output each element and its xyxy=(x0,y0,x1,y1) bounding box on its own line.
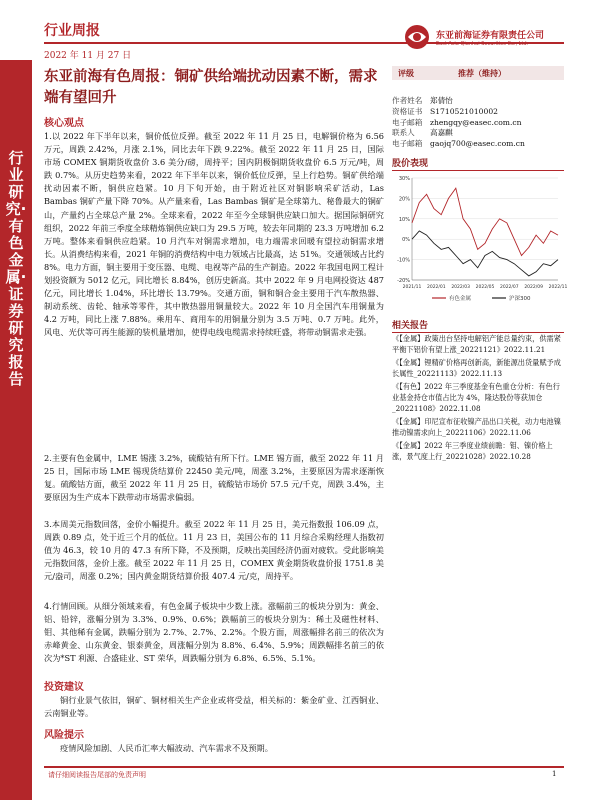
related-reports xyxy=(392,334,564,466)
footer-disclaimer: 请仔细阅读报告尾部的免责声明 xyxy=(48,771,146,779)
x-tick-label: 2022/11 xyxy=(548,285,568,290)
legend-label: 沪深300 xyxy=(509,296,531,302)
logo-icon xyxy=(402,24,432,50)
analyst-row: 资格证书 S1710521010002 xyxy=(392,106,499,116)
report-title: 东亚前海有色周报：铜矿供给端扰动因素不断，需求端有望回升 xyxy=(44,68,378,106)
x-tick-label: 2022/05 xyxy=(475,285,495,290)
x-tick-label: 2022/07 xyxy=(499,285,519,290)
rating-label: 评级 xyxy=(398,67,414,78)
invest-heading: 投资建议 xyxy=(44,682,84,693)
y-tick-label: 20% xyxy=(398,196,410,203)
analyst-row: 电子邮箱 zhengqy@easec.com.cn xyxy=(392,117,522,127)
paragraph-2: 2.主要有色金属中，LME 锡涨 3.2%，硫酸钴有所下行。LME 锡方面，截至 2022 年 11 月 25 日，国际市场 LME 锡现货结算价 22450 美元/吨，周涨 3.2%，主要原因为需求逐渐恢复。硫酸钴方面，截至 2022 年 11 月 25 日，硫酸钴市场价 57.5 元/千克，周跌 3.4%，主要原因为生产成本下跌带动市场需求偏弱。 xyxy=(44,453,384,503)
core-view-heading: 核心观点 xyxy=(44,118,84,129)
related-report-item[interactable]: 《【金属】政策出台坚持电解铝产能总量约束，供需紧平衡下铝价有望上涨_20221121》2022.11.21 xyxy=(392,334,561,354)
logo-cn: 东亚前海证券有限责任公司 xyxy=(436,30,545,41)
x-tick-label: 2022/09 xyxy=(524,285,544,290)
related-report-item[interactable]: 《【有色】2022 年三季度基金有色重仓分析：有色行业基金持仓市值占比为 4%，隆达股份等获加仓_20221108》2022.11.08 xyxy=(392,382,560,413)
series-line-1 xyxy=(412,231,558,276)
company-logo xyxy=(402,24,544,50)
stock-performance-chart xyxy=(392,172,568,310)
x-tick-label: 2021/11 xyxy=(402,285,422,290)
left-category-strip xyxy=(0,60,32,800)
y-tick-label: -20% xyxy=(397,278,410,284)
analyst-row: 电子邮箱 gaojq700@easec.com.cn xyxy=(392,139,525,149)
analyst-row: 作者姓名 郑倩怡 xyxy=(392,96,453,105)
related-heading: 相关报告 xyxy=(392,318,564,333)
paragraph-4: 4.行情回顾。从细分领域来看，有色金属子板块中少数上涨。涨幅前三的板块分别为：黄金、铝、铅锌，涨幅分别为 3.3%、0.9%、0.6%；跌幅前三的板块分别为：稀土及磁性材料、钼、其他稀有金属，跌幅分别为 2.7%、2.7%、2.2%。个股方面，周涨幅排名前三的依次为赤峰黄金、山东黄金、银泰黄金，周涨幅分别为 8.8%、6.4%、5.9%；周跌幅排名前三的依次为*ST 利源、合盛硅业、ST 荣华，周跌幅分别为 6.8%、6.5%、5.1%。 xyxy=(44,601,384,664)
left-strip-text: 行业研究·有色金属·证券研究报告 xyxy=(5,149,27,388)
legend-label: 有色金属 xyxy=(449,296,472,302)
y-tick-label: 10% xyxy=(398,216,410,223)
risk-text: 疫情风险加剧、人民币汇率大幅波动、汽车需求不及预期。 xyxy=(60,743,273,753)
report-date: 2022 年 11 月 27 日 xyxy=(44,51,132,61)
y-tick-label: -10% xyxy=(397,257,410,264)
report-type: 行业周报 xyxy=(44,23,100,39)
stock-perf-heading: 股价表现 xyxy=(392,156,564,171)
related-report-item[interactable]: 《【金属】2022 年三季度业绩前瞻：钼、镍价格上涨，景气度上行_20221028》2022.10.28 xyxy=(392,441,553,461)
paragraph-1: 1.以 2022 年下半年以来，铜价低位反弹。截至 2022 年 11 月 25 日，电解铜价格为 6.56 万元，周跌 2.42%，月涨 2.1%，同比去年下跌 9.22%。截至 2022 年 11 月 25 日，国际市场 COMEX 铜期货收盘价 3.6 美分/磅，周持平；国内阴极铜期货收盘价 6.5 万元/吨，周跌 0.7%。从历史趋势来看，2022 年下半年以来，铜价低位反弹，呈上行趋势。铜矿供给端扰动因素不断，铜供应趋紧。10 月下旬开始，由于附近社区对铜影响采矿活动，Las Bambas 铜矿产量下降 70%。从产量来看，Las Bambas 铜矿是全球第九、秘鲁最大的铜矿山，产量约占全球总产量 2%。全球来看，2022 年至今全球铜供应缺口加大。据国际铜研究组织，2022 年前三季度全球精炼铜供应缺口为 29.5 万吨，较去年同期的 23.3 万吨增加 6.2 万吨。整体来看铜供应趋紧。10 月汽车对铜需求增加，电力端需求回暖有望拉动铜需求增长。从消费结构来看，2021 年铜的消费结构中电力领域占比最高，达 51%。交通领域占比约 8%。电力方面，铜主要用于变压器、电缆、电视等产品的生产制造。2022 年我国电网工程计划投资额为 5012 亿元，同比增长 8.84%，创历史新高。其中 2022 年 9 月电网投资达 487 亿元，同比增长 1.04%，环比增长 13.79%。交通方面，铜和铜合金主要用于汽车散热器、制动系统、齿轮、轴承等零件，其中散热器用铜量较大。2022 年 10 月全国汽车用铜量为 4.2 万吨，同比上涨 7.88%。乘用车、商用车的用铜量分别为 3.5 万吨、0.7 万吨。此外，风电、光伏等可再生能源的装机量增加，使得电线电缆需求持续旺盛，将带动铜需求走强。 xyxy=(44,131,384,338)
y-tick-label: 0% xyxy=(402,237,410,244)
rating-value: 推荐（维持） xyxy=(458,67,506,78)
invest-text: 铜行业景气依旧，铜矿、铜材相关生产企业或将受益，相关标的：紫金矿业、江西铜业、云南铜业等。 xyxy=(44,695,384,719)
x-tick-label: 2022/03 xyxy=(451,285,471,290)
related-report-item[interactable]: 《【金属】印尼宣布征收镍产品出口关税，动力电池镍推动镍需求向上_20221106》2022.11.06 xyxy=(392,417,561,437)
footer-divider xyxy=(44,766,564,768)
x-tick-label: 2022/01 xyxy=(426,285,446,290)
related-report-item[interactable]: 《【金属】锂精矿价格再创新高，新能源出货量赋予成长属性_20221113》2022.11.13 xyxy=(392,358,561,378)
paragraph-3: 3.本周美元指数回落，金价小幅提升。截至 2022 年 11 月 25 日，美元指数报 106.09 点，周跌 0.89 点，处于近三个月的低位。11 月 23 日，美国公布的 11 月综合采购经理人指数初值为 46.3，较 10 月的 47.3 有所下降，不及预期，反映出美国经济仍面对疲软。受此影响美元指数回落，金价上涨。截至 2022 年 11 月 25 日，COMEX 黄金期货收盘价报 1751.8 美元/盎司，周涨 0.2%；国内黄金期货结算价报 407.4 元/克，周持平。 xyxy=(44,519,384,582)
analyst-info xyxy=(392,96,564,150)
rating-box xyxy=(392,66,564,80)
page-number: 1 xyxy=(552,770,557,778)
risk-heading: 风险提示 xyxy=(44,730,84,741)
analyst-row: 联系人 高嘉麒 xyxy=(392,128,453,138)
y-tick-label: 30% xyxy=(398,176,410,182)
header-divider xyxy=(44,42,564,44)
